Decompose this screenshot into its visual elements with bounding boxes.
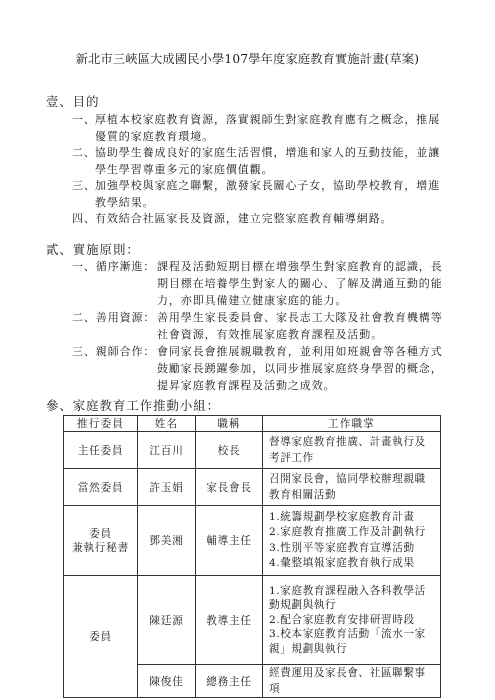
principle-item-label: 一、循序漸進： (72, 260, 156, 273)
cell-name: 鄧美湘 (138, 506, 196, 576)
duty-line: 4.彙整填報家庭教育執行成果 (269, 557, 415, 569)
cell-name: 陳廷源 (138, 576, 196, 665)
duty-line: 3.性別平等家庭教育宣導活動 (269, 541, 415, 554)
cell-name: 陳俊佳 (138, 665, 196, 698)
cell-duties (263, 576, 441, 665)
cell-duties (263, 506, 441, 576)
header-role: 推行委員 (64, 416, 138, 432)
header-title: 職稱 (196, 416, 263, 432)
cell-title: 總務主任 (196, 665, 263, 698)
table-row (64, 506, 441, 576)
section-heading-goals: 壹、目的 (46, 94, 100, 109)
goal-item-number: 四、 (72, 212, 96, 225)
section-heading-principles: 貳、實施原則： (46, 242, 140, 257)
cell-duties: 召開家長會，協同學校辦理親職教育相關活動 (263, 469, 441, 506)
cell-role: 當然委員 (64, 469, 138, 506)
table-row (64, 576, 441, 665)
goal-item-number: 一、 (72, 113, 96, 126)
cell-name: 許玉娟 (138, 469, 196, 506)
duty-line: 1.家庭教育課程融入各科教學活動規劃與執行 (269, 584, 426, 612)
cell-duties: 督導家庭教育推廣、計畫執行及考評工作 (263, 432, 441, 469)
principle-item-text: 課程及活動短期目標在增強學生對家庭教育的認識，長期目標在培養學生對家人的關心、了解及溝通互動的能力，亦即具備建立健康家庭的能力。 (157, 260, 443, 307)
table-header-row (64, 416, 441, 432)
header-name: 姓名 (138, 416, 196, 432)
cell-duties: 經費運用及家長會、社區聯繫事項 (263, 665, 441, 698)
principle-item-text: 善用學生家長委員會、家長志工大隊及社會教育機構等社會資源，有效推展家庭教育課程及活動。 (157, 311, 443, 341)
cell-title: 家長會長 (196, 469, 263, 506)
duty-line: 2.配合家庭教育安排研習時段 (269, 613, 415, 626)
goal-item-text: 加強學校與家庭之聯繫，激發家長關心子女，協助學校教育，增進教學結果。 (95, 179, 441, 209)
principle-item-text: 會同家長會推展親職教育，並利用如班親會等各種方式鼓勵家長踴躍參加，以同步推展家庭終身學習的概念，提昇家庭教育課程及活動之成效。 (157, 345, 443, 392)
section-heading-team: 參、家庭教育工作推動小組： (46, 398, 221, 413)
goal-item-text: 有效結合社區家長及資源，建立完整家庭教育輔導網路。 (95, 212, 393, 225)
table-row (64, 432, 441, 469)
team-table (63, 415, 441, 698)
cell-role: 主任委員 (64, 432, 138, 469)
role-line-2: 兼執行秘書 (72, 541, 129, 554)
duty-line: 3.校本家庭教育活動「流水一家親」規劃與執行 (269, 628, 426, 655)
cell-role: 委員 (64, 576, 138, 698)
goal-item-text: 協助學生養成良好的家庭生活習慣，增進和家人的互動技能，並讓學生學習尊重多元的家庭價值觀。 (95, 146, 441, 176)
cell-title: 校長 (196, 432, 263, 469)
principle-item-label: 二、善用資源： (72, 311, 156, 324)
header-duties: 工作職掌 (263, 416, 441, 432)
role-line-1: 委員 (89, 527, 112, 540)
cell-name: 江百川 (138, 432, 196, 469)
table-row (64, 469, 441, 506)
goal-item-number: 三、 (72, 179, 96, 192)
goal-item-number: 二、 (72, 146, 96, 159)
document-title: 新北市三峽區大成國民小學107學年度家庭教育實施計畫(草案) (75, 52, 420, 66)
principle-item-label: 三、親師合作： (72, 345, 156, 358)
cell-title: 輔導主任 (196, 506, 263, 576)
duty-line: 1.統籌規劃學校家庭教育計畫 (269, 510, 415, 523)
cell-role (64, 506, 138, 576)
cell-title: 教導主任 (196, 576, 263, 665)
duty-line: 2.家庭教育推廣工作及計劃執行 (269, 526, 426, 538)
goal-item-text: 厚植本校家庭教育資源，落實親師生對家庭教育應有之概念，推展優質的家庭教育環境。 (95, 113, 441, 143)
